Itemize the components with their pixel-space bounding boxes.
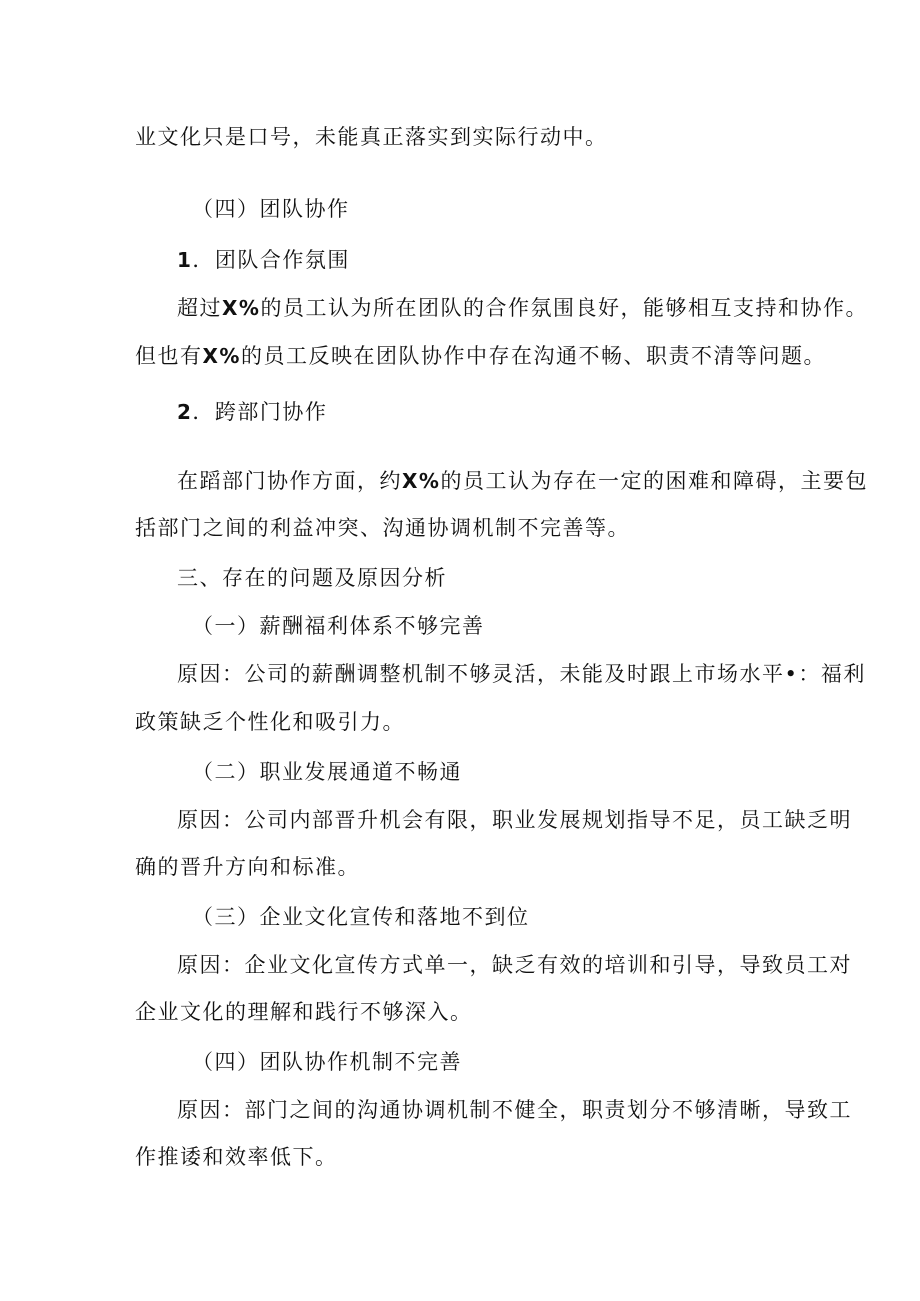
text-span: 超过 bbox=[177, 296, 222, 320]
paragraph-line: 原因：公司的薪酬调整机制不够灵活，未能及时跟上市场水平•：福利 bbox=[177, 662, 866, 686]
paragraph-line bbox=[177, 296, 868, 320]
percent-placeholder: X% bbox=[402, 469, 441, 493]
text-span: 的员工认为所在团队的合作氛围良好，能够相互支持和协作。 bbox=[260, 296, 868, 320]
subheading-number: 1 bbox=[177, 248, 193, 272]
paragraph-line: 业文化只是口号，未能真正落实到实际行动中。 bbox=[135, 125, 608, 149]
paragraph-line: 原因：部门之间的沟通协调机制不健全，职责划分不够清晰，导致工 bbox=[177, 1098, 852, 1122]
subheading-text: ．团队合作氛围 bbox=[192, 248, 350, 272]
subheading-cross-department bbox=[177, 400, 327, 424]
percent-placeholder: X% bbox=[202, 344, 241, 368]
paragraph-line: 作推诿和效率低下。 bbox=[135, 1145, 338, 1169]
subsection-heading-salary: （一）薪酬福利体系不够完善 bbox=[192, 614, 485, 638]
subheading-team-atmosphere bbox=[177, 248, 350, 272]
paragraph-line: 企业文化的理解和践行不够深入。 bbox=[135, 1000, 473, 1024]
subheading-text: ．跨部门协作 bbox=[192, 400, 328, 424]
paragraph-line bbox=[135, 344, 826, 368]
paragraph-line: 原因：公司内部晋升机会有限，职业发展规划指导不足，员工缺乏明 bbox=[177, 808, 852, 832]
text-span: 的员工反映在团队协作中存在沟通不畅、职责不清等问题。 bbox=[240, 344, 826, 368]
paragraph-line: 括部门之间的利益冲突、沟通协调机制不完善等。 bbox=[135, 516, 630, 540]
subsection-heading-culture: （三）企业文化宣传和落地不到位 bbox=[192, 905, 530, 929]
subheading-number: 2 bbox=[177, 400, 193, 424]
paragraph-line: 确的晋升方向和标准。 bbox=[135, 855, 360, 879]
subsection-heading-career: （二）职业发展通道不畅通 bbox=[192, 760, 462, 784]
text-span: 但也有 bbox=[135, 344, 203, 368]
subsection-heading-teamwork: （四）团队协作机制不完善 bbox=[192, 1050, 462, 1074]
paragraph-line: 原因：企业文化宣传方式单一，缺乏有效的培训和引导，导致员工对 bbox=[177, 953, 852, 977]
text-span: 的员工认为存在一定的困难和障碍，主要包 bbox=[440, 469, 868, 493]
paragraph-line bbox=[177, 469, 868, 493]
text-span: 在蹈部门协作方面，约 bbox=[177, 469, 402, 493]
section-heading-problems-analysis: 三、存在的问题及原因分析 bbox=[177, 566, 447, 590]
percent-placeholder: X% bbox=[222, 296, 261, 320]
section-heading-team-collaboration: （四）团队协作 bbox=[192, 197, 350, 221]
paragraph-line: 政策缺乏个性化和吸引力。 bbox=[135, 710, 405, 734]
